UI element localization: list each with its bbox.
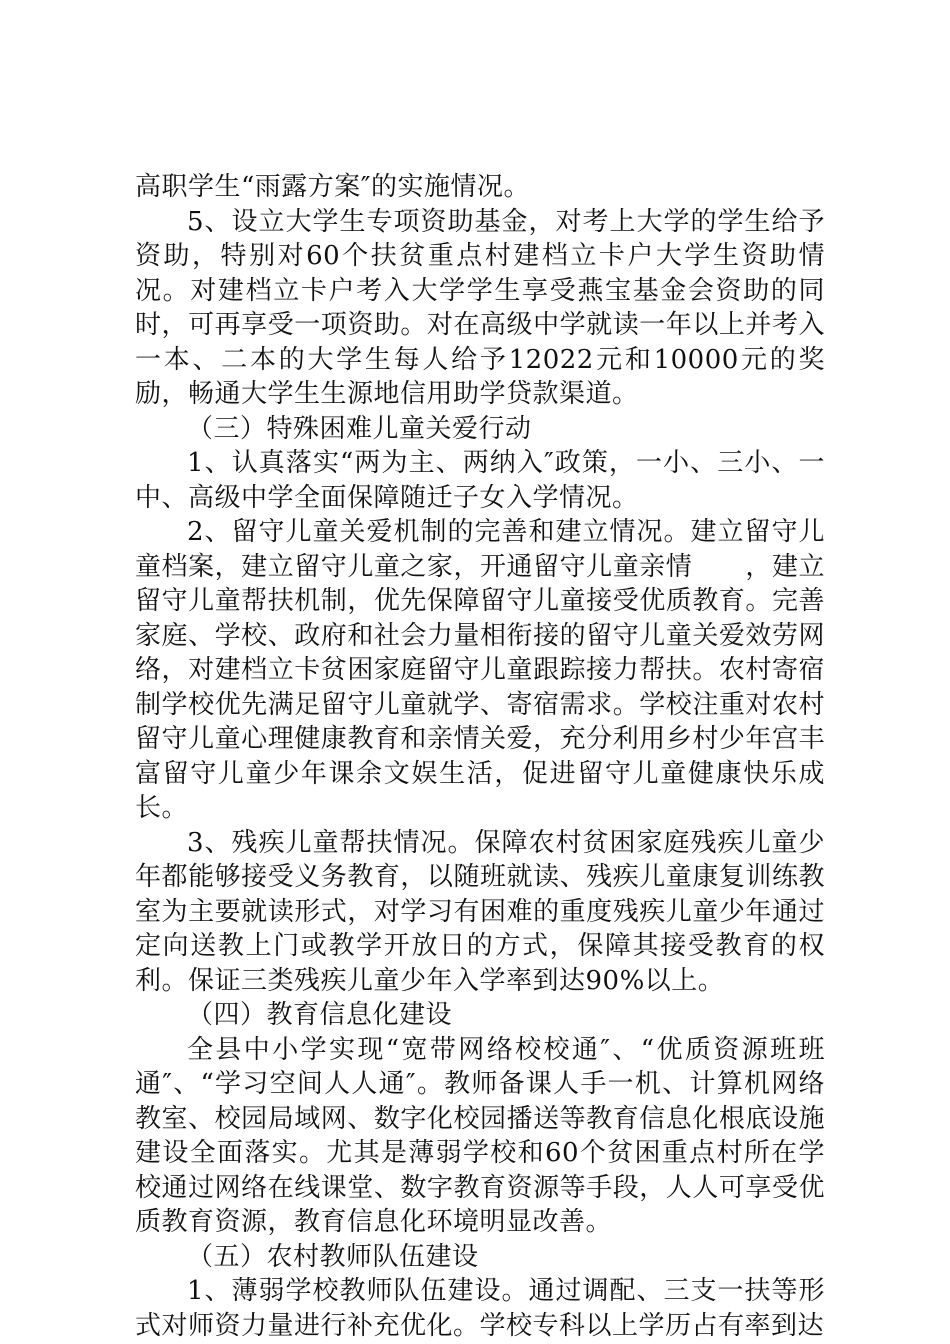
paragraph-item-1: 1、认真落实“两为主、两纳入″政策，一小、三小、一中、高级中学全面保障随迁子女入学情况。 xyxy=(135,448,825,513)
section-heading-5: （五）农村教师队伍建设 xyxy=(187,1241,479,1272)
paragraph-continuation: 高职学生“雨露方案″的实施情况。 xyxy=(135,172,531,202)
paragraph-item-2: 2、留守儿童关爱机制的完善和建立情况。建立留守儿童档案，建立留守儿童之家，开通留守儿童亲情 ，建立留守儿童帮扶机制，优先保障留守儿童接受优质教育。完善家庭、学校、政府和社会力量相衔接的留守儿童关爱效劳网络，对建档立卡贫困家庭留守儿童跟踪接力帮扶。农村寄宿制学校优先满足留守儿童就学、寄宿需求。学校注重对农村留守儿童心理健康教育和亲情关爱，充分利用乡村少年宫丰富留守儿童少年课余文娱生活，促进留守儿童健康快乐成长。 xyxy=(135,517,825,823)
paragraph-item-3: 3、残疾儿童帮扶情况。保障农村贫困家庭残疾儿童少年都能够接受义务教育，以随班就读、残疾儿童康复训练教室为主要就读形式，对学习有困难的重度残疾儿童少年通过定向送教上门或教学开放日的方式，保障其接受教育的权利。保证三类残疾儿童少年入学率到达90%以上。 xyxy=(135,827,825,996)
paragraph-teacher-item-1: 1、薄弱学校教师队伍建设。通过调配、三支一扶等形式对师资力量进行补充优化。学校专科以上学历占有率到达 xyxy=(135,1276,825,1341)
section-heading-3: （三）特殊困难儿童关爱行动 xyxy=(187,413,532,444)
paragraph-item-5: 5、设立大学生专项资助基金，对考上大学的学生给予资助，特别对60个扶贫重点村建档立卡户大学生资助情况。对建档立卡户考入大学学生享受燕宝基金会资助的同时，可再享受一项资助。对在高级中学就读一年以上并考入一本、二本的大学生每人给予12022元和10000元的奖励，畅通大学生生源地信用助学贷款渠道。 xyxy=(135,206,825,409)
section-heading-4: （四）教育信息化建设 xyxy=(187,1000,453,1030)
document-body xyxy=(135,170,825,1343)
paragraph-informatization: 全县中小学实现“宽带网络校校通″、“优质资源班班通″、“学习空间人人通″。教师备课人手一机、计算机网络教室、校园局域网、数字化校园播送等教育信息化根底设施建设全面落实。尤其是薄弱学校和60个贫困重点村所在学校通过网络在线课堂、数字教育资源等手段，人人可享受优质教育资源，教育信息化环境明显改善。 xyxy=(135,1034,825,1237)
